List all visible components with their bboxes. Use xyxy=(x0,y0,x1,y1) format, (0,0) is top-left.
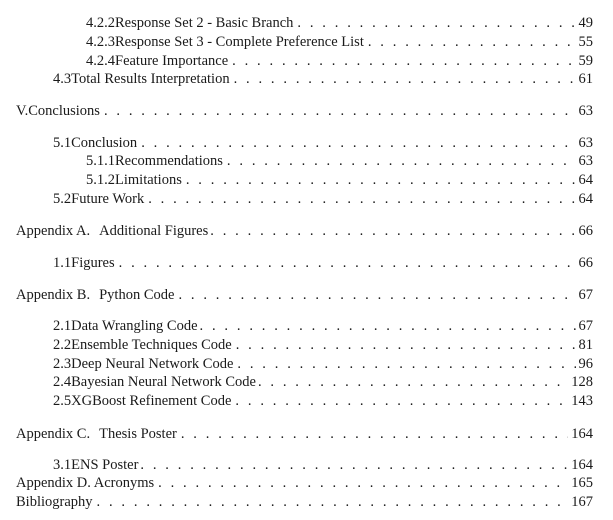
dot-leader xyxy=(186,171,576,189)
dot-leader xyxy=(234,70,576,88)
dot-leader xyxy=(236,336,576,354)
toc-entry-4-2-2[interactable] xyxy=(86,14,593,32)
toc-entry-page: 63 xyxy=(578,153,593,169)
dot-leader xyxy=(258,373,568,391)
toc-entry-title: Recommendations xyxy=(115,153,223,169)
dot-leader xyxy=(232,52,575,70)
toc-entry-appendix-d[interactable] xyxy=(16,474,593,492)
toc-entry-title: Bibliography xyxy=(16,494,93,510)
toc-entry-title: Additional Figures xyxy=(99,223,209,239)
toc-entry-number: 2.1 xyxy=(53,318,72,334)
toc-entry-title: ENS Poster xyxy=(71,457,139,473)
toc-entry-number: 4.2.4 xyxy=(86,53,115,69)
toc-entry-title: Conclusion xyxy=(71,135,138,151)
toc-entry-title: Appendix D. Acronyms xyxy=(16,475,155,491)
toc-entry-title: Bayesian Neural Network Code xyxy=(71,374,256,390)
dot-leader xyxy=(119,254,576,272)
toc-entry-appendix-a[interactable] xyxy=(16,222,593,240)
toc-entry-title: Future Work xyxy=(71,191,145,207)
toc-entry-number: 4.3 xyxy=(53,71,72,87)
toc-entry-page: 165 xyxy=(571,475,593,491)
toc-entry-number: 5.1.1 xyxy=(86,153,115,169)
toc-entry-page: 67 xyxy=(578,318,593,334)
toc-entry-4-3[interactable] xyxy=(53,70,593,88)
toc-entry-4-2-3[interactable] xyxy=(86,33,593,51)
toc-entry-number: 1.1 xyxy=(53,255,72,271)
toc-entry-page: 81 xyxy=(578,337,593,353)
toc-entry-title: Response Set 2 - Basic Branch xyxy=(115,15,294,31)
toc-entry-number: 2.4 xyxy=(53,374,72,390)
toc-entry-page: 64 xyxy=(578,191,593,207)
toc-entry-5-1[interactable] xyxy=(53,134,593,152)
dot-leader xyxy=(148,190,575,208)
toc-entry-1-1[interactable] xyxy=(53,254,593,272)
dot-leader xyxy=(97,493,569,511)
toc-entry-number: Appendix A. xyxy=(16,223,91,239)
toc-entry-title: XGBoost Refinement Code xyxy=(71,393,232,409)
toc-entry-number: V. xyxy=(16,103,29,119)
dot-leader xyxy=(181,425,568,443)
toc-entry-5-1-1[interactable] xyxy=(86,152,593,170)
toc-entry-title: Total Results Interpretation xyxy=(71,71,230,87)
toc-entry-page: 59 xyxy=(578,53,593,69)
dot-leader xyxy=(237,355,575,373)
toc-entry-page: 128 xyxy=(571,374,593,390)
toc-entry-4-2-4[interactable] xyxy=(86,52,593,70)
dot-leader xyxy=(140,456,568,474)
dot-leader xyxy=(235,392,568,410)
toc-entry-page: 143 xyxy=(571,393,593,409)
toc-entry-number: Appendix B. xyxy=(16,287,91,303)
toc-entry-page: 55 xyxy=(578,34,593,50)
toc-entry-page: 67 xyxy=(578,287,593,303)
toc-entry-number: 4.2.3 xyxy=(86,34,115,50)
toc-entry-number: 2.3 xyxy=(53,356,72,372)
toc-entry-title: Python Code xyxy=(99,287,175,303)
dot-leader xyxy=(178,286,575,304)
toc-entry-title: Ensemble Techniques Code xyxy=(71,337,232,353)
toc-entry-page: 63 xyxy=(578,103,593,119)
toc-entry-page: 164 xyxy=(571,426,593,442)
toc-entry-page: 66 xyxy=(578,223,593,239)
toc-entry-chapter-v[interactable] xyxy=(16,102,593,120)
toc-entry-title: Response Set 3 - Complete Preference List xyxy=(115,34,364,50)
toc-entry-2-3[interactable] xyxy=(53,355,593,373)
toc-entry-2-1[interactable] xyxy=(53,317,593,335)
toc-entry-page: 61 xyxy=(578,71,593,87)
dot-leader xyxy=(227,152,576,170)
toc-entry-2-2[interactable] xyxy=(53,336,593,354)
toc-entry-title: Data Wrangling Code xyxy=(71,318,198,334)
dot-leader xyxy=(297,14,575,32)
toc-entry-title: Limitations xyxy=(115,172,182,188)
toc-entry-5-1-2[interactable] xyxy=(86,171,593,189)
toc-entry-3-1[interactable] xyxy=(53,456,593,474)
toc-entry-title: Deep Neural Network Code xyxy=(71,356,234,372)
toc-entry-number: Appendix C. xyxy=(16,426,91,442)
toc-entry-page: 164 xyxy=(571,457,593,473)
toc-entry-number: 5.2 xyxy=(53,191,72,207)
toc-entry-bibliography[interactable] xyxy=(16,493,593,511)
toc-entry-number: 4.2.2 xyxy=(86,15,115,31)
dot-leader xyxy=(158,474,568,492)
toc-entry-appendix-c[interactable] xyxy=(16,425,593,443)
toc-entry-2-4[interactable] xyxy=(53,373,593,391)
dot-leader xyxy=(200,317,576,335)
toc-entry-page: 66 xyxy=(578,255,593,271)
toc-entry-page: 167 xyxy=(571,494,593,510)
toc-entry-page: 96 xyxy=(578,356,593,372)
toc-entry-number: 5.1 xyxy=(53,135,72,151)
dot-leader xyxy=(368,33,576,51)
toc-entry-title: Figures xyxy=(71,255,115,271)
dot-leader xyxy=(210,222,575,240)
toc-entry-title: Feature Importance xyxy=(115,53,229,69)
toc-entry-page: 63 xyxy=(578,135,593,151)
toc-entry-page: 49 xyxy=(578,15,593,31)
toc-entry-title: Conclusions xyxy=(28,103,100,119)
toc-entry-title: Thesis Poster xyxy=(99,426,177,442)
toc-entry-page: 64 xyxy=(578,172,593,188)
toc-entry-5-2[interactable] xyxy=(53,190,593,208)
dot-leader xyxy=(104,102,576,120)
toc-entry-number: 3.1 xyxy=(53,457,72,473)
toc-entry-number: 2.2 xyxy=(53,337,72,353)
dot-leader xyxy=(141,134,575,152)
toc-entry-2-5[interactable] xyxy=(53,392,593,410)
toc-entry-number: 2.5 xyxy=(53,393,72,409)
toc-entry-appendix-b[interactable] xyxy=(16,286,593,304)
toc-entry-number: 5.1.2 xyxy=(86,172,115,188)
